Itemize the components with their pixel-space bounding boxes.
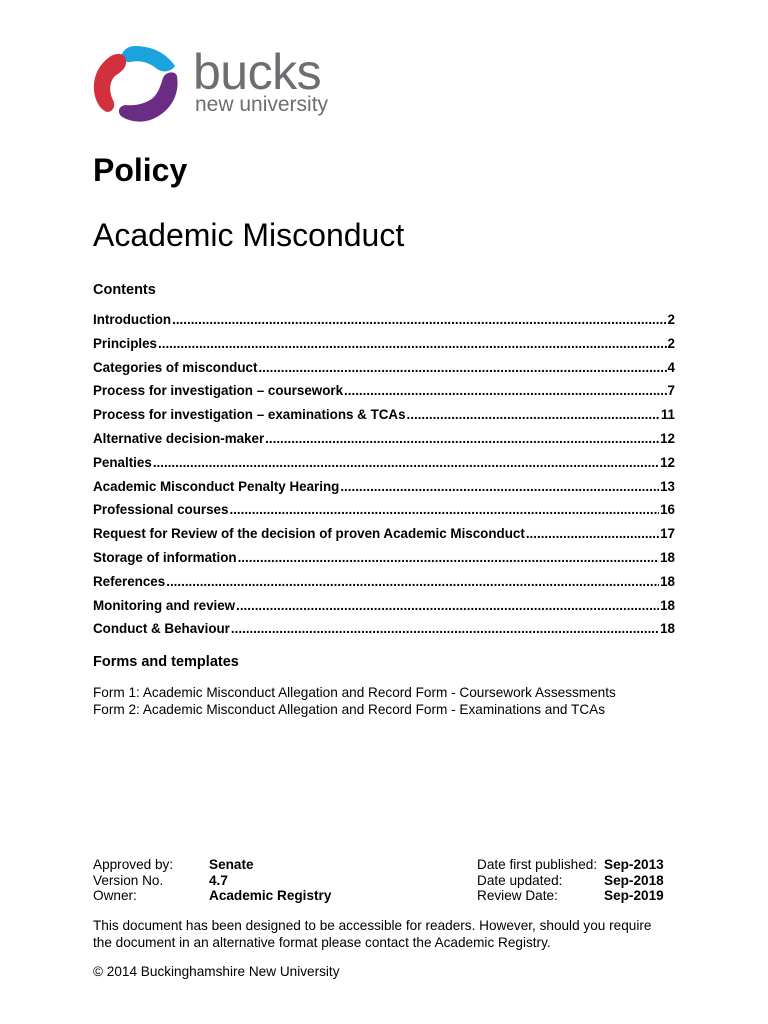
version-value: 4.7 [209,872,228,888]
owner-label: Owner: [93,888,137,903]
review-row [477,888,664,904]
toc-entry-title: Storage of information [93,549,237,565]
approved-by-label: Approved by: [93,857,174,872]
toc-entry[interactable] [93,573,675,597]
accessibility-note: This document has been designed to be accessible for readers. However, should you require the document in an alternative format please contact the Academic Registry. [93,918,652,950]
date-details [477,857,664,904]
toc-entry-page: 18 [660,597,675,613]
toc-leader [166,573,659,591]
review-label: Review Date: [477,888,558,903]
toc-leader [344,382,667,400]
review-value: Sep-2019 [604,888,664,903]
updated-value: Sep-2018 [604,872,664,888]
toc-entry-title: Process for investigation – examinations & TCAs [93,407,406,423]
forms-heading: Forms and templates [93,654,239,670]
toc-entry-page: 2 [667,335,675,351]
toc-entry-title: Categories of misconduct [93,359,258,375]
toc-entry-page: 4 [667,359,675,375]
toc-entry-title: References [93,573,166,589]
toc-entry-page: 13 [660,478,675,494]
toc-entry-title: Monitoring and review [93,597,236,613]
toc-entry-page: 12 [660,430,675,446]
owner-row [93,888,331,904]
logo-subline-text: new university [195,93,329,116]
toc-leader [158,335,667,353]
logo-brand-text: bucks [193,44,322,100]
document-type: Policy [93,152,188,188]
toc-entry[interactable] [93,501,675,525]
version-label: Version No. [93,872,164,888]
toc-entry-title: Penalties [93,454,152,470]
first-published-row [477,857,664,873]
toc-entry-page: 11 [660,407,675,423]
toc-entry-page: 12 [660,454,675,470]
toc-entry-title: Introduction [93,312,172,327]
toc-entry-title: Principles [93,335,158,351]
updated-label: Date updated: [477,872,563,888]
toc-entry-page: 7 [667,383,675,399]
version-row [93,873,331,889]
toc-leader [265,430,659,448]
toc-entry-title: Academic Misconduct Penalty Hearing [93,478,340,494]
toc-entry[interactable] [93,311,675,335]
toc-leader [238,549,660,567]
toc-entry-title: Request for Review of the decision of proven Academic Misconduct [93,526,525,542]
toc-entry[interactable] [93,382,675,406]
logo-wordmark [193,42,328,116]
toc-leader [153,454,659,472]
form-item: Form 2: Academic Misconduct Allegation and Record Form - Examinations and TCAs [93,701,606,717]
copyright-notice: © 2014 Buckinghamshire New University [93,964,340,979]
toc-entry-page: 16 [660,502,675,518]
logo-swirl-icon [91,42,179,124]
approved-by-row [93,857,331,873]
toc-leader [526,525,659,543]
toc-entry-page: 17 [660,526,675,542]
contents-heading: Contents [93,282,156,298]
toc-entry[interactable] [93,478,675,502]
toc-entry[interactable] [93,620,675,644]
form-item: Form 1: Academic Misconduct Allegation and Record Form - Coursework Assessments [93,685,616,700]
toc-entry[interactable] [93,406,675,430]
approval-details [93,857,331,904]
toc-entry[interactable] [93,549,675,573]
toc-entry-title: Process for investigation – coursework [93,383,344,399]
toc-entry[interactable] [93,597,675,621]
document-title: Academic Misconduct [93,217,405,253]
toc-leader [231,620,659,638]
toc-leader [236,597,659,615]
toc-entry-page: 18 [660,573,675,589]
toc-leader [229,501,659,519]
bucks-logo [91,42,361,124]
table-of-contents [93,311,675,644]
first-published-value: Sep-2013 [604,857,664,872]
toc-entry[interactable] [93,525,675,549]
toc-entry-page: 18 [660,621,675,637]
forms-list [93,685,616,718]
first-published-label: Date first published: [477,857,598,872]
toc-leader [258,359,666,377]
toc-leader [407,406,660,424]
toc-entry-title: Alternative decision-maker [93,430,265,446]
owner-value: Academic Registry [209,888,332,903]
updated-row [477,873,664,889]
toc-entry-page: 18 [660,549,675,565]
toc-entry-page: 2 [667,312,675,327]
toc-entry-title: Professional courses [93,502,229,518]
toc-entry[interactable] [93,335,675,359]
toc-leader [172,311,666,329]
approved-by-value: Senate [209,857,254,872]
toc-entry[interactable] [93,359,675,383]
toc-entry[interactable] [93,430,675,454]
toc-leader [340,478,659,496]
toc-entry[interactable] [93,454,675,478]
toc-entry-title: Conduct & Behaviour [93,621,230,637]
